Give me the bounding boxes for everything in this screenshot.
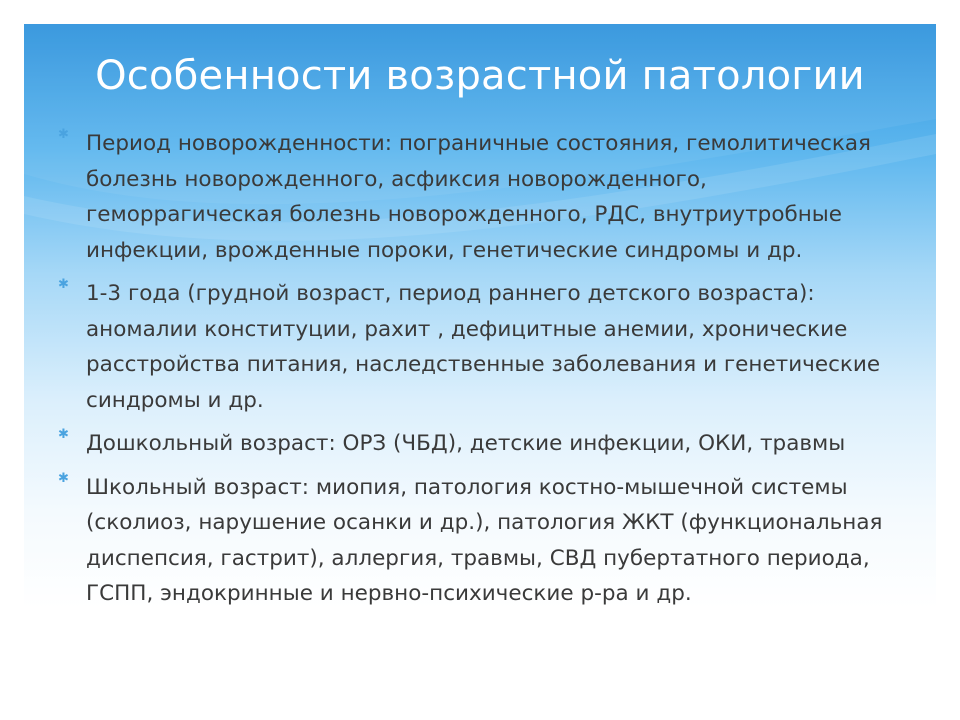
list-item-text: Школьный возраст: миопия, патология костно-мышечной системы (сколиоз, нарушение осанки и др.), патология ЖКТ (функциональная диспепсия, гастрит), аллергия, травмы, СВД пубертатного периода, ГСПП, эндокринные и нервно-психические р-ра и др. [86,474,883,606]
list-item-text: 1-3 года (грудной возраст, период раннего детского возраста): аномалии конституции, рахит , дефицитные анемии, хронические расстройства питания, наследственные заболевания и генетические синдромы и др. [86,281,881,413]
slide-title: Особенности возрастной патологии [95,53,865,99]
bullet-list [58,126,888,620]
list-item [58,470,888,612]
asterisk-bullet-icon: ✱ [58,127,69,142]
list-item [58,126,888,268]
list-item-text: Дошкольный возраст: ОРЗ (ЧБД), детские инфекции, ОКИ, травмы [86,431,846,456]
list-item [58,426,888,462]
asterisk-bullet-icon: ✱ [58,470,69,486]
list-item [58,276,888,418]
asterisk-bullet-icon: ✱ [58,277,69,292]
asterisk-bullet-icon: ✱ [58,427,69,442]
list-item-text: Период новорожденности: пограничные состояния, гемолитическая болезнь новорожденного, асфиксия новорожденного, геморрагическая болезнь новорожденного, РДС, внутриутробные инфекции, врожденные пороки, генетические синдромы и др. [86,131,871,263]
